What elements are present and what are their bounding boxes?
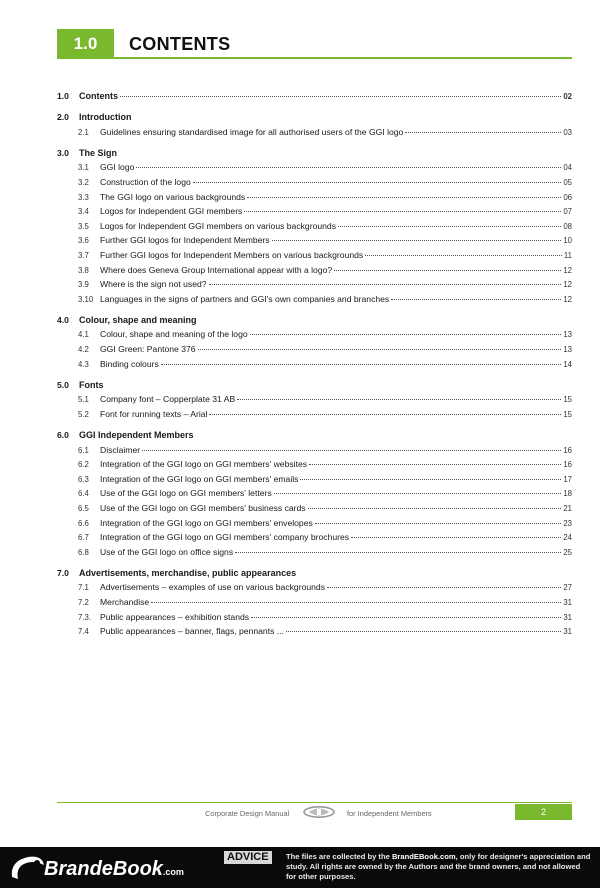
toc-title: Public appearances – banner, flags, pennants ... xyxy=(100,626,284,637)
toc-title: Integration of the GGI logo on GGI members' envelopes xyxy=(100,517,313,528)
toc-title: Use of the GGI logo on GGI members' letters xyxy=(100,488,272,499)
toc-title: Company font – Copperplate 31 AB xyxy=(100,394,236,405)
dot-leader xyxy=(237,399,561,400)
toc-title: Languages in the signs of partners and GGI's own companies and branches xyxy=(100,293,390,304)
toc-number: 3.7 xyxy=(78,250,89,260)
toc-entry-row[interactable] xyxy=(57,204,572,219)
dot-leader xyxy=(244,211,561,212)
brandebook-swoosh-icon xyxy=(8,853,48,883)
toc-page-number: 05 xyxy=(563,177,572,187)
toc-number: 7.2 xyxy=(78,598,89,607)
toc-section-row[interactable] xyxy=(57,146,572,161)
toc-title: GGI logo xyxy=(100,162,135,173)
section-header xyxy=(57,29,572,59)
toc-page-number: 16 xyxy=(563,445,572,455)
toc-number: 7.1 xyxy=(78,583,89,593)
toc-title: Where does Geneva Group International appear with a logo? xyxy=(100,264,333,275)
toc-section-row[interactable] xyxy=(57,110,572,125)
toc-number: 6.6 xyxy=(78,518,89,528)
header-rule xyxy=(57,57,572,59)
toc-entry-row[interactable] xyxy=(57,342,572,357)
brand-main-text: BrandeBook xyxy=(44,858,163,880)
toc-page-number: 14 xyxy=(563,359,572,369)
toc-entry-row[interactable] xyxy=(57,392,572,407)
dot-leader xyxy=(274,493,562,494)
toc-entry-row[interactable] xyxy=(57,624,572,639)
toc-number: 3.2 xyxy=(78,177,89,187)
toc-number: 4.0 xyxy=(57,314,69,325)
footer-manual-label: Corporate Design Manual xyxy=(205,809,290,818)
toc-page-number: 08 xyxy=(563,221,572,231)
page-title: CONTENTS xyxy=(129,34,231,54)
dot-leader xyxy=(120,96,561,97)
toc-number: 3.0 xyxy=(57,147,69,158)
toc-entry-row[interactable] xyxy=(57,407,572,422)
toc-title: Colour, shape and meaning of the logo xyxy=(100,329,248,340)
toc-number: 3.3 xyxy=(78,192,89,202)
toc-number: 4.1 xyxy=(78,330,89,340)
dot-leader xyxy=(286,631,561,632)
dot-leader xyxy=(365,255,562,256)
toc-page-number: 11 xyxy=(563,250,572,260)
toc-number: 2.0 xyxy=(57,112,69,123)
toc-title: GGI Independent Members xyxy=(79,429,194,440)
toc-entry-row[interactable] xyxy=(57,580,572,595)
notice-site-link[interactable]: BrandEBook.com xyxy=(391,852,456,861)
toc-section-row[interactable] xyxy=(57,89,572,104)
toc-entry-row[interactable] xyxy=(57,160,572,175)
toc-number: 6.3 xyxy=(78,474,89,484)
toc-entry-row[interactable] xyxy=(57,263,572,278)
dot-leader xyxy=(209,414,561,415)
toc-page-number: 12 xyxy=(563,280,572,290)
toc-page-number: 15 xyxy=(563,409,572,419)
toc-number: 5.1 xyxy=(78,395,89,405)
footer-rule xyxy=(57,802,572,803)
toc-page-number: 10 xyxy=(563,236,572,246)
toc-title: Colour, shape and meaning xyxy=(79,314,197,325)
toc-number: 7.0 xyxy=(57,567,69,578)
toc-entry-row[interactable] xyxy=(57,516,572,531)
toc-page-number: 07 xyxy=(563,207,572,217)
brandebook-banner xyxy=(0,847,600,888)
dot-leader xyxy=(193,182,562,183)
toc-number: 3.9 xyxy=(78,280,89,290)
toc-number: 6.7 xyxy=(78,533,89,543)
toc-title: Advertisements – examples of use on various backgrounds xyxy=(100,582,325,593)
toc-page-number: 18 xyxy=(563,489,572,499)
dot-leader xyxy=(151,602,561,603)
dot-leader xyxy=(250,334,562,335)
dot-leader xyxy=(198,349,562,350)
section-number-badge: 1.0 xyxy=(57,29,114,59)
toc-page-number: 31 xyxy=(563,612,572,622)
toc-page-number: 16 xyxy=(563,460,572,470)
toc-entry-row[interactable] xyxy=(57,277,572,292)
dot-leader xyxy=(391,299,561,300)
dot-leader xyxy=(338,226,561,227)
toc-number: 2.1 xyxy=(78,127,89,137)
footer-members-label: for Independent Members xyxy=(347,809,432,818)
toc-page-number: 12 xyxy=(563,265,572,275)
dot-leader xyxy=(309,464,561,465)
toc-entry-row[interactable] xyxy=(57,457,572,472)
toc-number: 4.3 xyxy=(78,359,89,369)
toc-title: Public appearances – exhibition stands xyxy=(100,611,250,622)
toc-title: Use of the GGI logo on office signs xyxy=(100,546,234,557)
toc-entry-row[interactable] xyxy=(57,486,572,501)
brand-suffix-text: .com xyxy=(162,867,184,877)
brandebook-logo[interactable] xyxy=(44,858,184,881)
dot-leader xyxy=(308,508,562,509)
toc-title: Guidelines ensuring standardised image for all authorised users of the GGI logo xyxy=(100,126,404,137)
toc-entry-row[interactable] xyxy=(57,190,572,205)
toc-entry-row[interactable] xyxy=(57,545,572,560)
toc-title: Further GGI logos for Independent Members on various backgrounds xyxy=(100,249,364,260)
dot-leader xyxy=(272,240,562,241)
toc-number: 1.0 xyxy=(57,91,69,101)
page-footer xyxy=(57,804,572,820)
toc-title: Further GGI logos for Independent Members xyxy=(100,235,270,246)
toc-title: Disclaimer xyxy=(100,444,141,455)
page-number: 2 xyxy=(515,804,572,820)
toc-number: 6.8 xyxy=(78,547,89,557)
toc-number: 6.5 xyxy=(78,503,89,513)
toc-entry-row[interactable] xyxy=(57,327,572,342)
toc-title: Advertisements, merchandise, public appearances xyxy=(79,567,297,578)
toc-number: 3.5 xyxy=(78,221,89,231)
ggi-logo-icon xyxy=(303,806,335,818)
toc-title: Construction of the logo xyxy=(100,176,191,187)
toc-section-row[interactable] xyxy=(57,428,572,443)
toc-page-number: 06 xyxy=(563,192,572,202)
toc-entry-row[interactable] xyxy=(57,248,572,263)
dot-leader xyxy=(142,450,561,451)
dot-leader xyxy=(209,284,562,285)
toc-entry-row[interactable] xyxy=(57,357,572,372)
toc-entry-row[interactable] xyxy=(57,292,572,307)
dot-leader xyxy=(247,197,561,198)
dot-leader xyxy=(136,167,561,168)
toc-section-row[interactable] xyxy=(57,566,572,581)
toc-number: 7.3. xyxy=(78,612,92,622)
toc-entry-row[interactable] xyxy=(57,501,572,516)
toc-title: Integration of the GGI logo on GGI members' emails xyxy=(100,473,299,484)
toc-title: Where is the sign not used? xyxy=(100,279,207,290)
toc-title: Integration of the GGI logo on GGI members' company brochures xyxy=(100,532,350,543)
toc-number: 3.10 xyxy=(78,294,94,304)
toc-title: Font for running texts – Arial xyxy=(100,408,208,419)
copyright-notice xyxy=(286,852,591,882)
dot-leader xyxy=(161,364,562,365)
toc-title: The Sign xyxy=(79,147,117,158)
toc-title: GGI Green: Pantone 376 xyxy=(100,344,196,354)
toc-number: 5.0 xyxy=(57,379,69,390)
toc-page-number: 04 xyxy=(563,163,572,173)
advice-badge: ADVICE xyxy=(224,851,272,864)
dot-leader xyxy=(235,552,561,553)
notice-prefix: The files are collected by the xyxy=(286,852,392,861)
toc-number: 6.4 xyxy=(78,489,89,499)
toc-page-number: 17 xyxy=(563,474,572,484)
dot-leader xyxy=(405,132,561,133)
dot-leader xyxy=(251,617,561,618)
notice-rest: , only for designer's appreciation and study. All rights are owned by the Authors and the brand owners, and not allowed for other purposes. xyxy=(286,852,591,881)
toc-title: Use of the GGI logo on GGI members' business cards xyxy=(100,502,306,513)
toc-number: 3.6 xyxy=(78,236,89,246)
toc-number: 6.1 xyxy=(78,445,89,455)
toc-number: 3.4 xyxy=(78,207,89,217)
toc-section-row[interactable] xyxy=(57,378,572,393)
table-of-contents xyxy=(57,89,572,639)
toc-entry-row[interactable] xyxy=(57,175,572,190)
toc-entry-row[interactable] xyxy=(57,595,572,610)
dot-leader xyxy=(300,479,561,480)
toc-entry-row[interactable] xyxy=(57,125,572,140)
toc-title: The GGI logo on various backgrounds xyxy=(100,191,246,202)
dot-leader xyxy=(315,523,562,524)
dot-leader xyxy=(351,537,561,538)
toc-page-number: 27 xyxy=(563,583,572,593)
toc-title: Contents xyxy=(79,91,118,101)
toc-title: Fonts xyxy=(79,379,104,390)
toc-page-number: 31 xyxy=(563,627,572,637)
toc-page-number: 02 xyxy=(563,92,572,101)
toc-number: 3.8 xyxy=(78,265,89,275)
toc-entry-row[interactable] xyxy=(57,233,572,248)
toc-title: Logos for Independent GGI members on various backgrounds xyxy=(100,220,336,231)
toc-page-number: 13 xyxy=(563,330,572,340)
toc-entry-row[interactable] xyxy=(57,219,572,234)
toc-title: Introduction xyxy=(79,112,132,123)
toc-number: 6.0 xyxy=(57,429,69,440)
toc-entry-row[interactable] xyxy=(57,443,572,458)
toc-page-number: 12 xyxy=(563,294,572,304)
toc-title: Integration of the GGI logo on GGI members' websites xyxy=(100,459,308,470)
toc-page-number: 21 xyxy=(563,503,572,513)
toc-number: 4.2 xyxy=(78,345,89,354)
toc-page-number: 13 xyxy=(563,345,572,354)
toc-number: 5.2 xyxy=(78,409,89,419)
toc-title: Merchandise xyxy=(100,597,150,607)
toc-page-number: 31 xyxy=(563,598,572,607)
toc-entry-row[interactable] xyxy=(57,530,572,545)
toc-number: 7.4 xyxy=(78,627,89,637)
toc-number: 3.1 xyxy=(78,163,89,173)
toc-page-number: 15 xyxy=(563,395,572,405)
toc-section-row[interactable] xyxy=(57,313,572,328)
toc-entry-row[interactable] xyxy=(57,610,572,625)
toc-page-number: 24 xyxy=(563,533,572,543)
toc-page-number: 25 xyxy=(563,547,572,557)
dot-leader xyxy=(327,587,561,588)
dot-leader xyxy=(334,270,561,271)
toc-entry-row[interactable] xyxy=(57,472,572,487)
toc-title: Binding colours xyxy=(100,358,159,369)
toc-page-number: 23 xyxy=(563,518,572,528)
toc-page-number: 03 xyxy=(563,127,572,137)
toc-title: Logos for Independent GGI members xyxy=(100,206,243,217)
toc-number: 6.2 xyxy=(78,460,89,470)
